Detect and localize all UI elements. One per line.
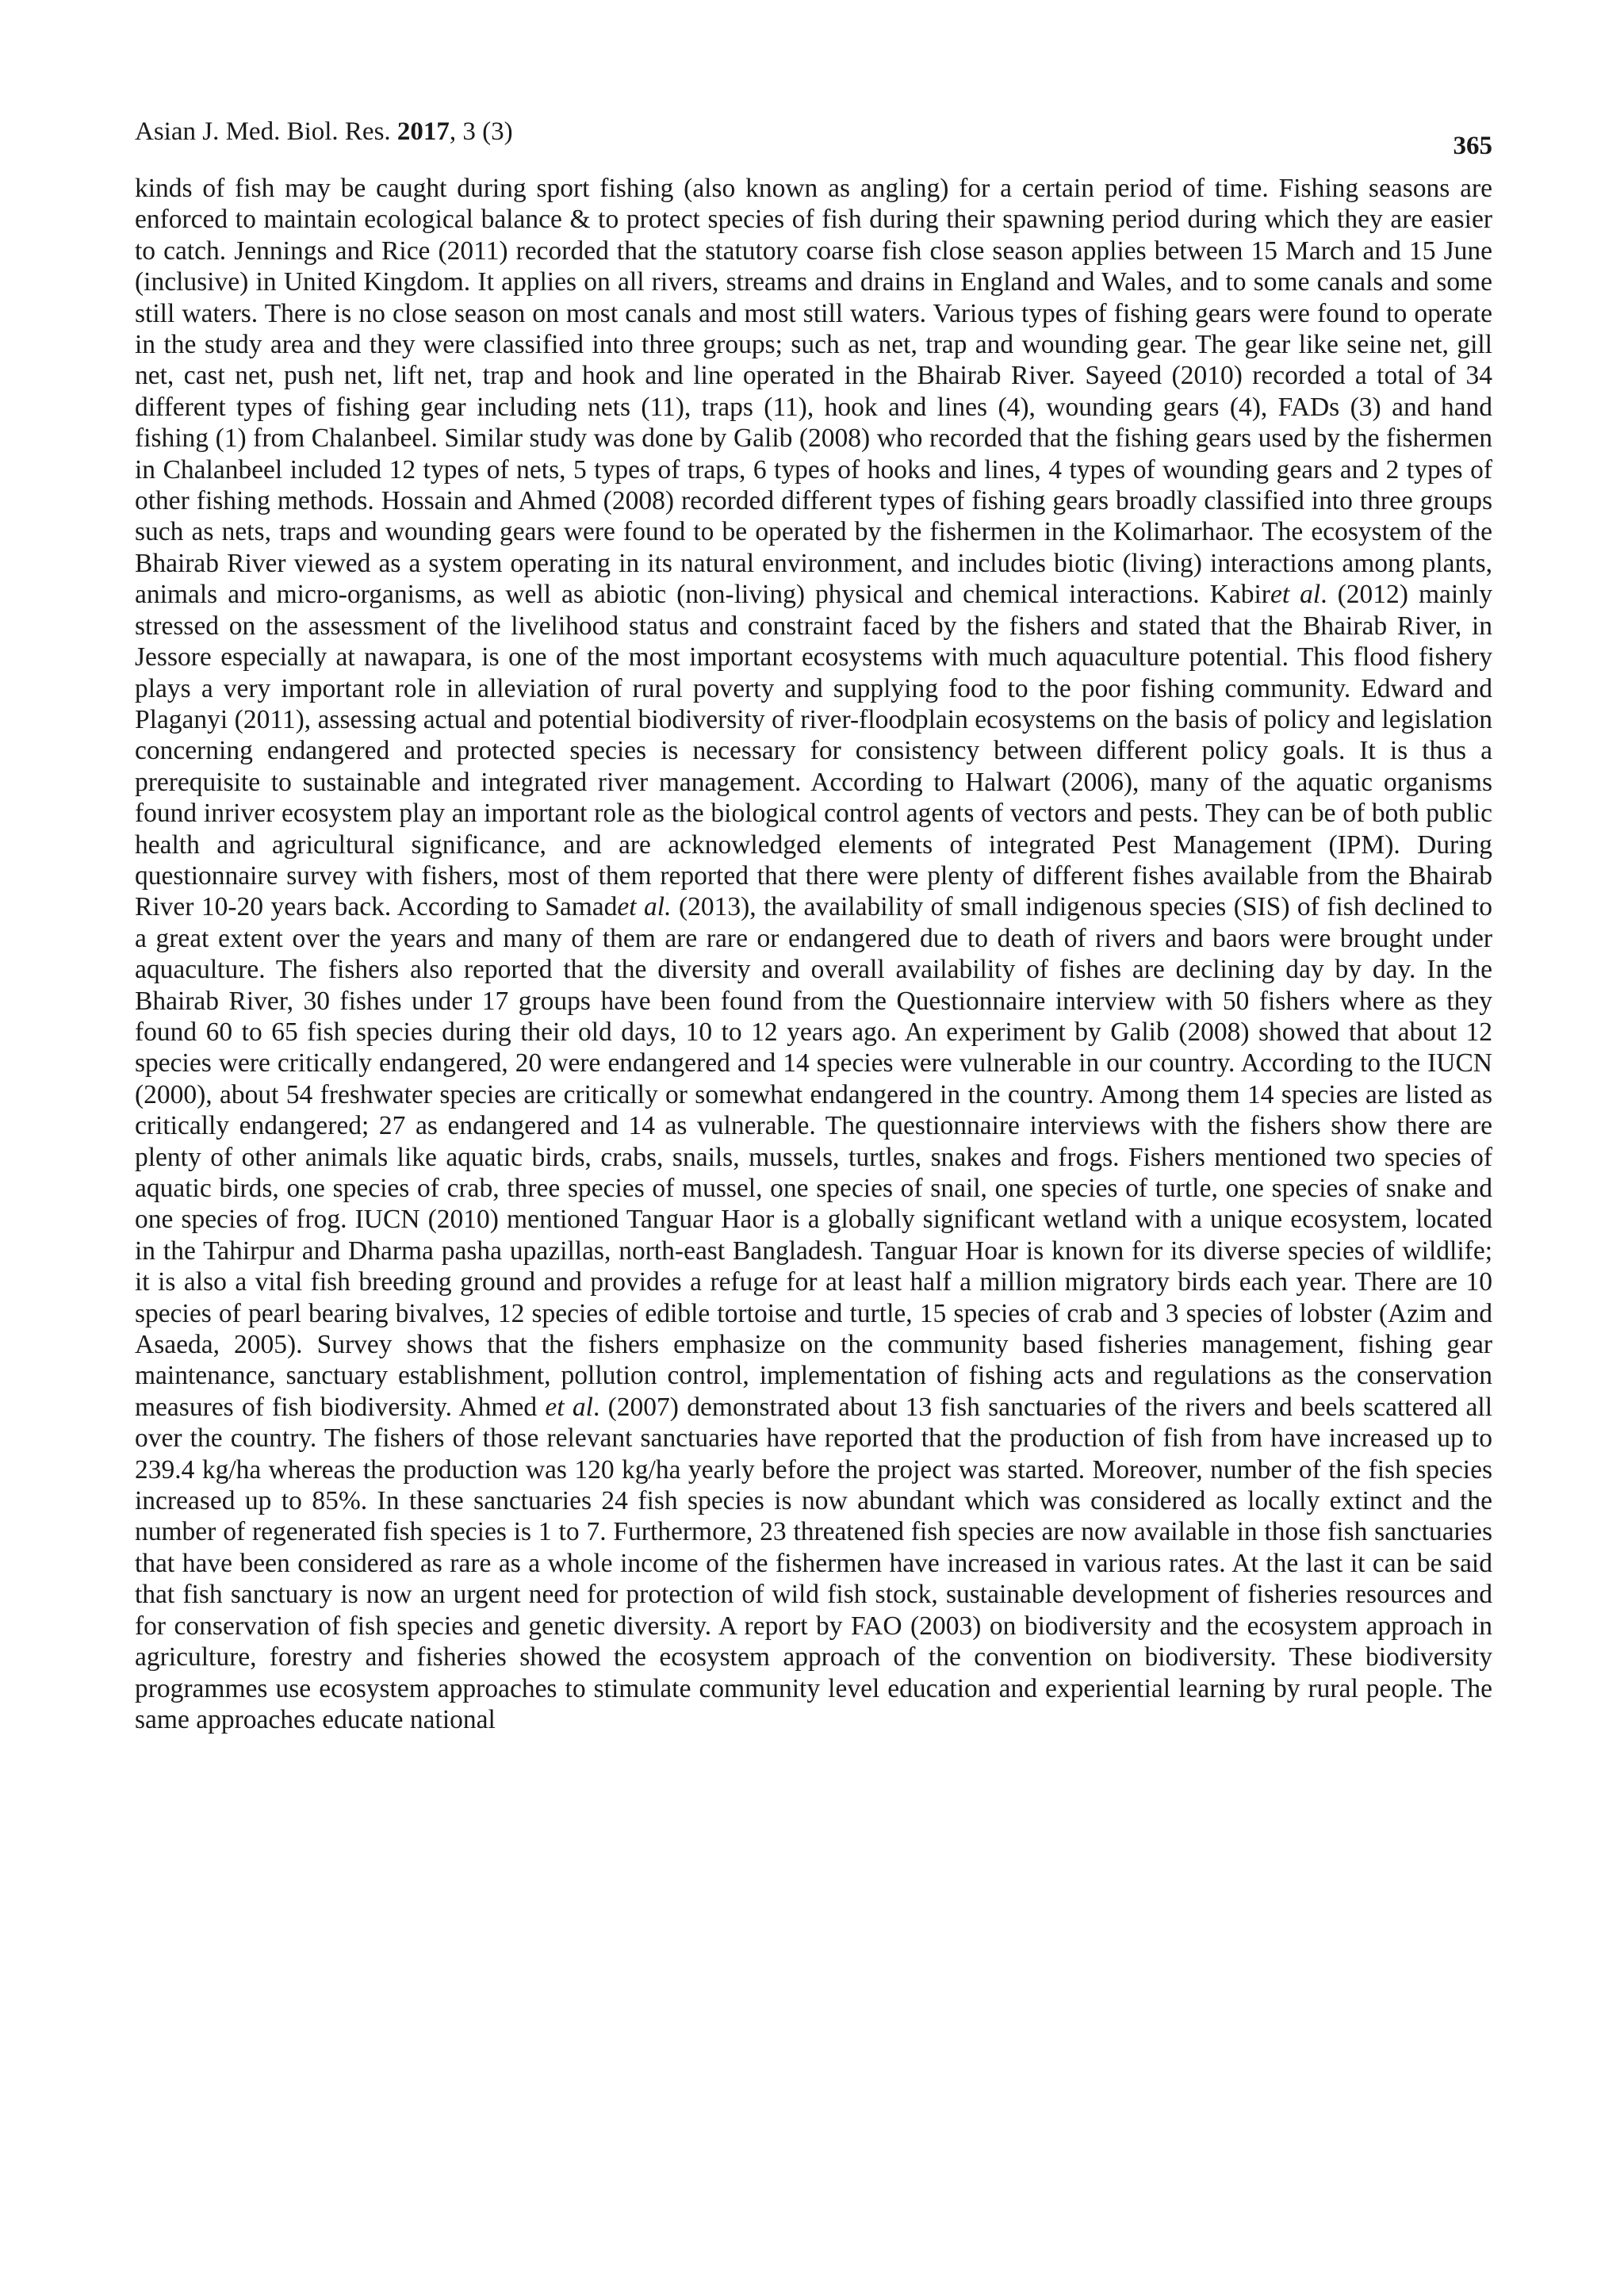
journal-name: Asian J. Med. Biol. Res. bbox=[135, 117, 391, 146]
page-number: 365 bbox=[1453, 132, 1492, 160]
text-segment: kinds of fish may be caught during sport fishing (also known as angling) for a certain period of time. Fishing seasons are enforced to maintain ecological balance & to protect species of fish during their spawning period during which they are easier to catch. Jennings and Rice (2011) recorded that the statutory coarse fish close season applies between 15 March and 15 June (inclusive) in United Kingdom. It applies on all rivers, streams and drains in England and Wales, and to some canals and some still waters. There is no close season on most canals and most still waters. Various types of fishing gears were found to operate in the study area and they were classified into three groups; such as net, trap and wounding gear. The gear like seine net, gill net, cast net, push net, lift net, trap and hook and line operated in the Bhairab River. Sayeed (2010) recorded a total of 34 different types of fishing gear including nets (11), traps (11), hook and lines (4), wounding gears (4), FADs (3) and hand fishing (1) from Chalanbeel. Similar study was done by Galib (2008) who recorded that the fishing gears used by the fishermen in Chalanbeel included 12 types of nets, 5 types of traps, 6 types of hooks and lines, 4 types of wounding gears and 2 types of other fishing methods. Hossain and Ahmed (2008) recorded different types of fishing gears broadly classified into three groups such as nets, traps and wounding gears were found to be operated by the fishermen in the Kolimarhaor. The ecosystem of the Bhairab River viewed as a system operating in its natural environment, and includes biotic (living) interactions among plants, animals and micro-organisms, as well as abiotic (non-living) physical and chemical interactions. Kabir bbox=[135, 174, 1492, 610]
italic-et-al: et al bbox=[545, 1392, 593, 1422]
text-segment: . (2007) demonstrated about 13 fish sanctuaries of the rivers and beels scattered all over the country. The fishers of those relevant sanctuaries have reported that the production of fish from have increased up to 239.4 kg/ha whereas the production was 120 kg/ha yearly before the project was started. Moreover, number of the fish species increased up to 85%. In these sanctuaries 24 fish species is now abundant which was considered as locally extinct and the number of regenerated fish species is 1 to 7. Furthermore, 23 threatened fish species are now available in those fish sanctuaries that have been considered as rare as a whole income of the fishermen have increased in various rates. At the last it can be said that fish sanctuary is now an urgent need for protection of wild fish stock, sustainable development of fisheries resources and for conservation of fish species and genetic diversity. A report by FAO (2003) on biodiversity and the ecosystem approach in agriculture, forestry and fisheries showed the ecosystem approach of the convention on biodiversity. These biodiversity programmes use ecosystem approaches to stimulate community level education and experiential learning by rural people. The same approaches educate national bbox=[135, 1392, 1493, 1734]
main-body bbox=[135, 173, 1492, 1735]
journal-year: 2017 bbox=[396, 117, 450, 146]
journal-volume-issue: 3 (3) bbox=[462, 117, 513, 146]
italic-et-al: et al bbox=[1270, 580, 1321, 610]
body-paragraph bbox=[135, 173, 1492, 1735]
journal-reference: Asian J. Med. Biol. Res. 2017, 3 (3) bbox=[135, 117, 513, 146]
text-segment: (2013), the availability of small indigenous species (SIS) of fish declined to a great extent over the years and many of them are rare or endangered due to death of rivers and baors were brought under aquaculture. The fishers also reported that the diversity and overall availability of fishes are declining day by day. In the Bhairab River, 30 fishes under 17 groups have been found from the Questionnaire interview with 50 fishers where as they found 60 to 65 fish species during their old days, 10 to 12 years ago. An experiment by Galib (2008) showed that about 12 species were critically endangered, 20 were endangered and 14 species were vulnerable in our country. According to the IUCN (2000), about 54 freshwater species are critically or somewhat endangered in the country. Among them 14 species are listed as critically endangered; 27 as endangered and 14 as vulnerable. The questionnaire interviews with the fishers show there are plenty of other animals like aquatic birds, crabs, snails, mussels, turtles, snakes and frogs. Fishers mentioned two species of aquatic birds, one species of crab, three species of mussel, one species of snail, one species of turtle, one species of snake and one species of frog. IUCN (2010) mentioned Tanguar Haor is a globally significant wetland with a unique ecosystem, located in the Tahirpur and Dharma pasha upazillas, north-east Bangladesh. Tanguar Hoar is known for its diverse species of wildlife; it is also a vital fish breeding ground and provides a refuge for at least half a million migratory birds each year. There are 10 species of pearl bearing bivalves, 12 species of edible tortoise and turtle, 15 species of crab and 3 species of lobster (Azim and Asaeda, 2005). Survey shows that the fishers emphasize on the community based fisheries management, fishing gear maintenance, sanctuary establishment, pollution control, implementation of fishing acts and regulations as the conservation measures of fish biodiversity. Ahmed bbox=[135, 892, 1492, 1422]
italic-et-al: et al. bbox=[617, 892, 672, 922]
page-header bbox=[135, 111, 1492, 167]
text-segment: . (2012) mainly stressed on the assessment of the livelihood status and constraint faced by the fishers and stated that the Bhairab River, in Jessore especially at nawapara, is one of the most important ecosystems with much aquaculture potential. This flood fishery plays a very important role in alleviation of rural poverty and supplying food to the poor fishing community. Edward and Plaganyi (2011), assessing actual and potential biodiversity of river-floodplain ecosystems on the basis of policy and legislation concerning endangered and protected species is necessary for consistency between different policy goals. It is thus a prerequisite to sustainable and integrated river management. According to Halwart (2006), many of the aquatic organisms found inriver ecosystem play an important role as the biological control agents of vectors and pests. They can be of both public health and agricultural significance, and are acknowledged elements of integrated Pest Management (IPM). During questionnaire survey with fishers, most of them reported that there were plenty of different fishes available from the Bhairab River 10-20 years back. According to Samad bbox=[135, 580, 1493, 922]
